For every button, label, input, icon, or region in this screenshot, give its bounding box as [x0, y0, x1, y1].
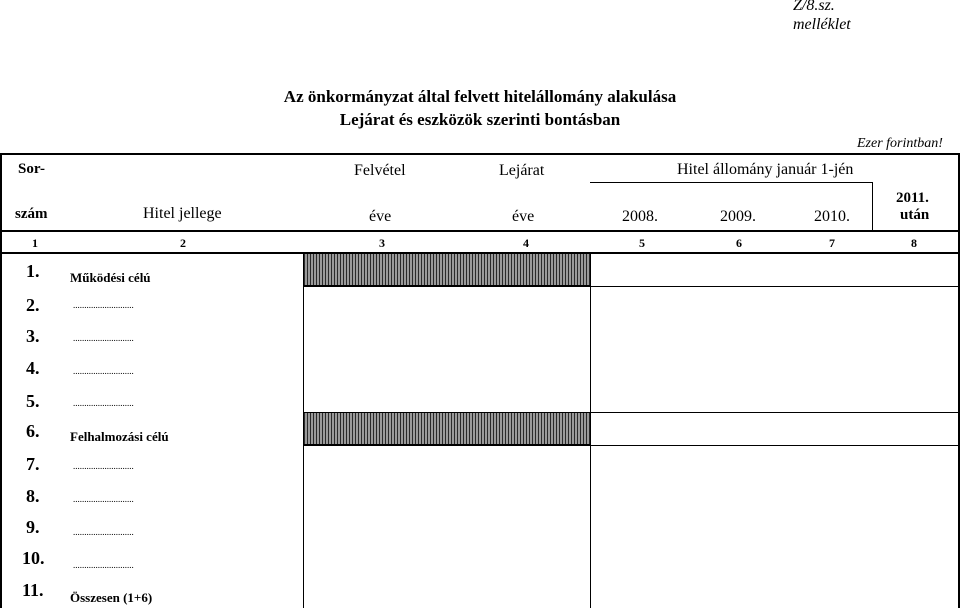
- col-2011-divider: [872, 182, 873, 230]
- colnum-7: 7: [829, 236, 835, 250]
- row-1-number: 1.: [26, 261, 40, 281]
- header-lejarat-top: Lejárat: [499, 162, 545, 179]
- row-5-number: 5.: [26, 391, 40, 411]
- colnum-2: 2: [180, 236, 186, 250]
- document-subtitle: Lejárat és eszközök szerinti bontásban: [339, 110, 621, 129]
- header-2011-bottom: után: [900, 207, 930, 223]
- document-title: Az önkormányzat által felvett hitelállomány alakulása: [283, 87, 677, 106]
- row-2-number: 2.: [26, 295, 40, 315]
- row-4-label: ...........................: [73, 366, 134, 376]
- header-sorszam-bottom: szám: [15, 206, 48, 222]
- row-1-label: Működési célú: [70, 270, 151, 285]
- annex-label: melléklet: [793, 16, 851, 33]
- row-9-label: ...........................: [73, 527, 134, 537]
- row-5-label: ...........................: [73, 398, 134, 408]
- header-2009: 2009.: [720, 208, 756, 225]
- colnum-3: 3: [379, 236, 385, 250]
- table-top-border: [0, 153, 960, 155]
- header-sorszam-top: Sor-: [18, 161, 45, 177]
- colnum-1: 1: [32, 236, 38, 250]
- header-hitel-jellege: Hitel jellege: [143, 205, 222, 222]
- header-2008: 2008.: [622, 208, 658, 225]
- allomany-divider: [590, 182, 872, 183]
- row-10-label: ...........................: [73, 560, 134, 570]
- colnum-8: 8: [911, 236, 917, 250]
- row-1-divider: [303, 286, 958, 287]
- row-2-label: ...........................: [73, 300, 134, 310]
- row-6-number: 6.: [26, 421, 40, 441]
- row-7-label: ...........................: [73, 461, 134, 471]
- colnum-4: 4: [523, 236, 529, 250]
- row-6-divider: [303, 445, 958, 446]
- row-3-number: 3.: [26, 326, 40, 346]
- annex-number: Z/8.sz.: [793, 0, 835, 14]
- row-4-number: 4.: [26, 358, 40, 378]
- row-11-number: 11.: [22, 580, 44, 600]
- row-10-number: 10.: [22, 548, 45, 568]
- header-lejarat-bottom: éve: [512, 208, 535, 225]
- hatched-cell-row-1: [303, 253, 591, 286]
- colnum-6: 6: [736, 236, 742, 250]
- row-8-number: 8.: [26, 486, 40, 506]
- header-felvetel-top: Felvétel: [354, 162, 406, 179]
- row-8-label: ...........................: [73, 494, 134, 504]
- row-9-number: 9.: [26, 517, 40, 537]
- row-11-label: Összesen (1+6): [70, 590, 153, 605]
- row-5-divider: [303, 412, 958, 413]
- header-allomany: Hitel állomány január 1-jén: [677, 161, 854, 178]
- colnum-5: 5: [639, 236, 645, 250]
- header-bottom-border: [0, 230, 960, 232]
- table-left-border: [0, 153, 2, 608]
- row-3-label: ...........................: [73, 333, 134, 343]
- header-2011-top: 2011.: [896, 190, 929, 206]
- row-7-number: 7.: [26, 454, 40, 474]
- header-2010: 2010.: [814, 208, 850, 225]
- header-felvetel-bottom: éve: [369, 208, 392, 225]
- hatched-cell-row-6: [303, 412, 591, 445]
- unit-note: Ezer forintban!: [857, 136, 943, 151]
- row-6-label: Felhalmozási célú: [70, 429, 169, 444]
